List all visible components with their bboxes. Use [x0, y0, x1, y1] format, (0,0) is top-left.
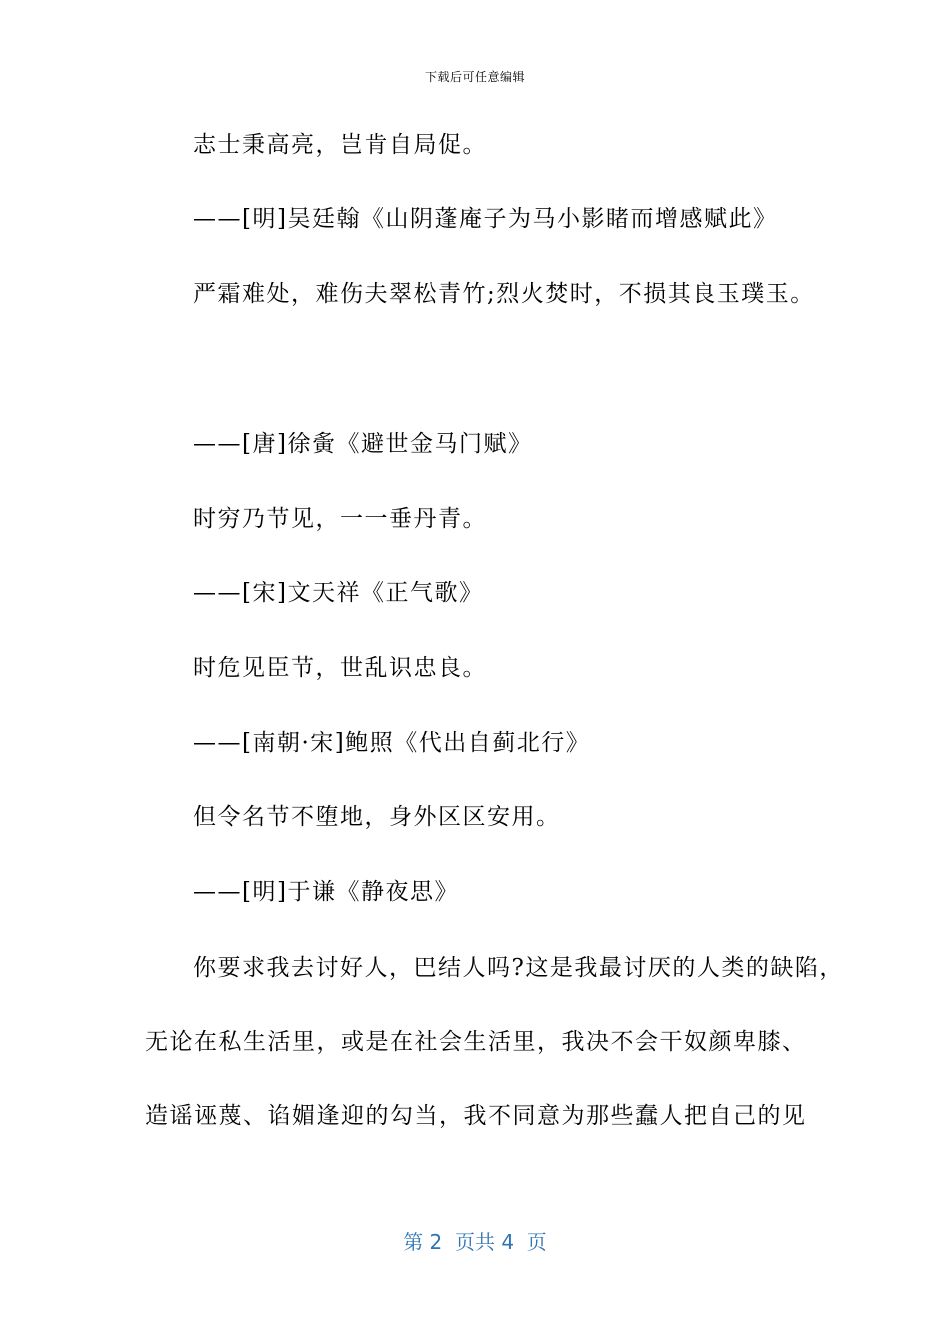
quote-line: 但令名节不堕地，身外区区安用。 [193, 804, 561, 830]
quote-line: 时穷乃节见，一一垂丹青。 [193, 506, 487, 532]
citation-line: ——[明]于谦《静夜思》 [193, 879, 459, 905]
citation-line: ——[唐]徐夤《避世金马门赋》 [193, 431, 533, 457]
paragraph-line: 你要求我去讨好人，巴结人吗?这是我最讨厌的人类的缺陷， [193, 955, 844, 981]
paragraph-line: 造谣诬蔑、谄媚逢迎的勾当，我不同意为那些蠢人把自己的见 [145, 1103, 807, 1129]
page-header: 下载后可任意编辑 [424, 70, 525, 84]
quote-line: 志士秉高亮，岂肯自局促。 [193, 132, 487, 158]
paragraph-line: 无论在私生活里，或是在社会生活里，我决不会干奴颜卑膝、 [145, 1029, 807, 1055]
citation-line: ——[明]吴廷翰《山阴蓬庵子为马小影睹而增感赋此》 [193, 206, 778, 232]
page-footer: 第 2 页共 4 页 [403, 1230, 547, 1254]
citation-line: ——[宋]文天祥《正气歌》 [193, 580, 484, 606]
quote-line: 时危见臣节，世乱识忠良。 [193, 655, 487, 681]
citation-line: ——[南朝·宋]鲍照《代出自蓟北行》 [193, 730, 591, 756]
quote-line: 严霜难处，难伤夫翠松青竹;烈火焚时，不损其良玉璞玉。 [193, 281, 815, 307]
